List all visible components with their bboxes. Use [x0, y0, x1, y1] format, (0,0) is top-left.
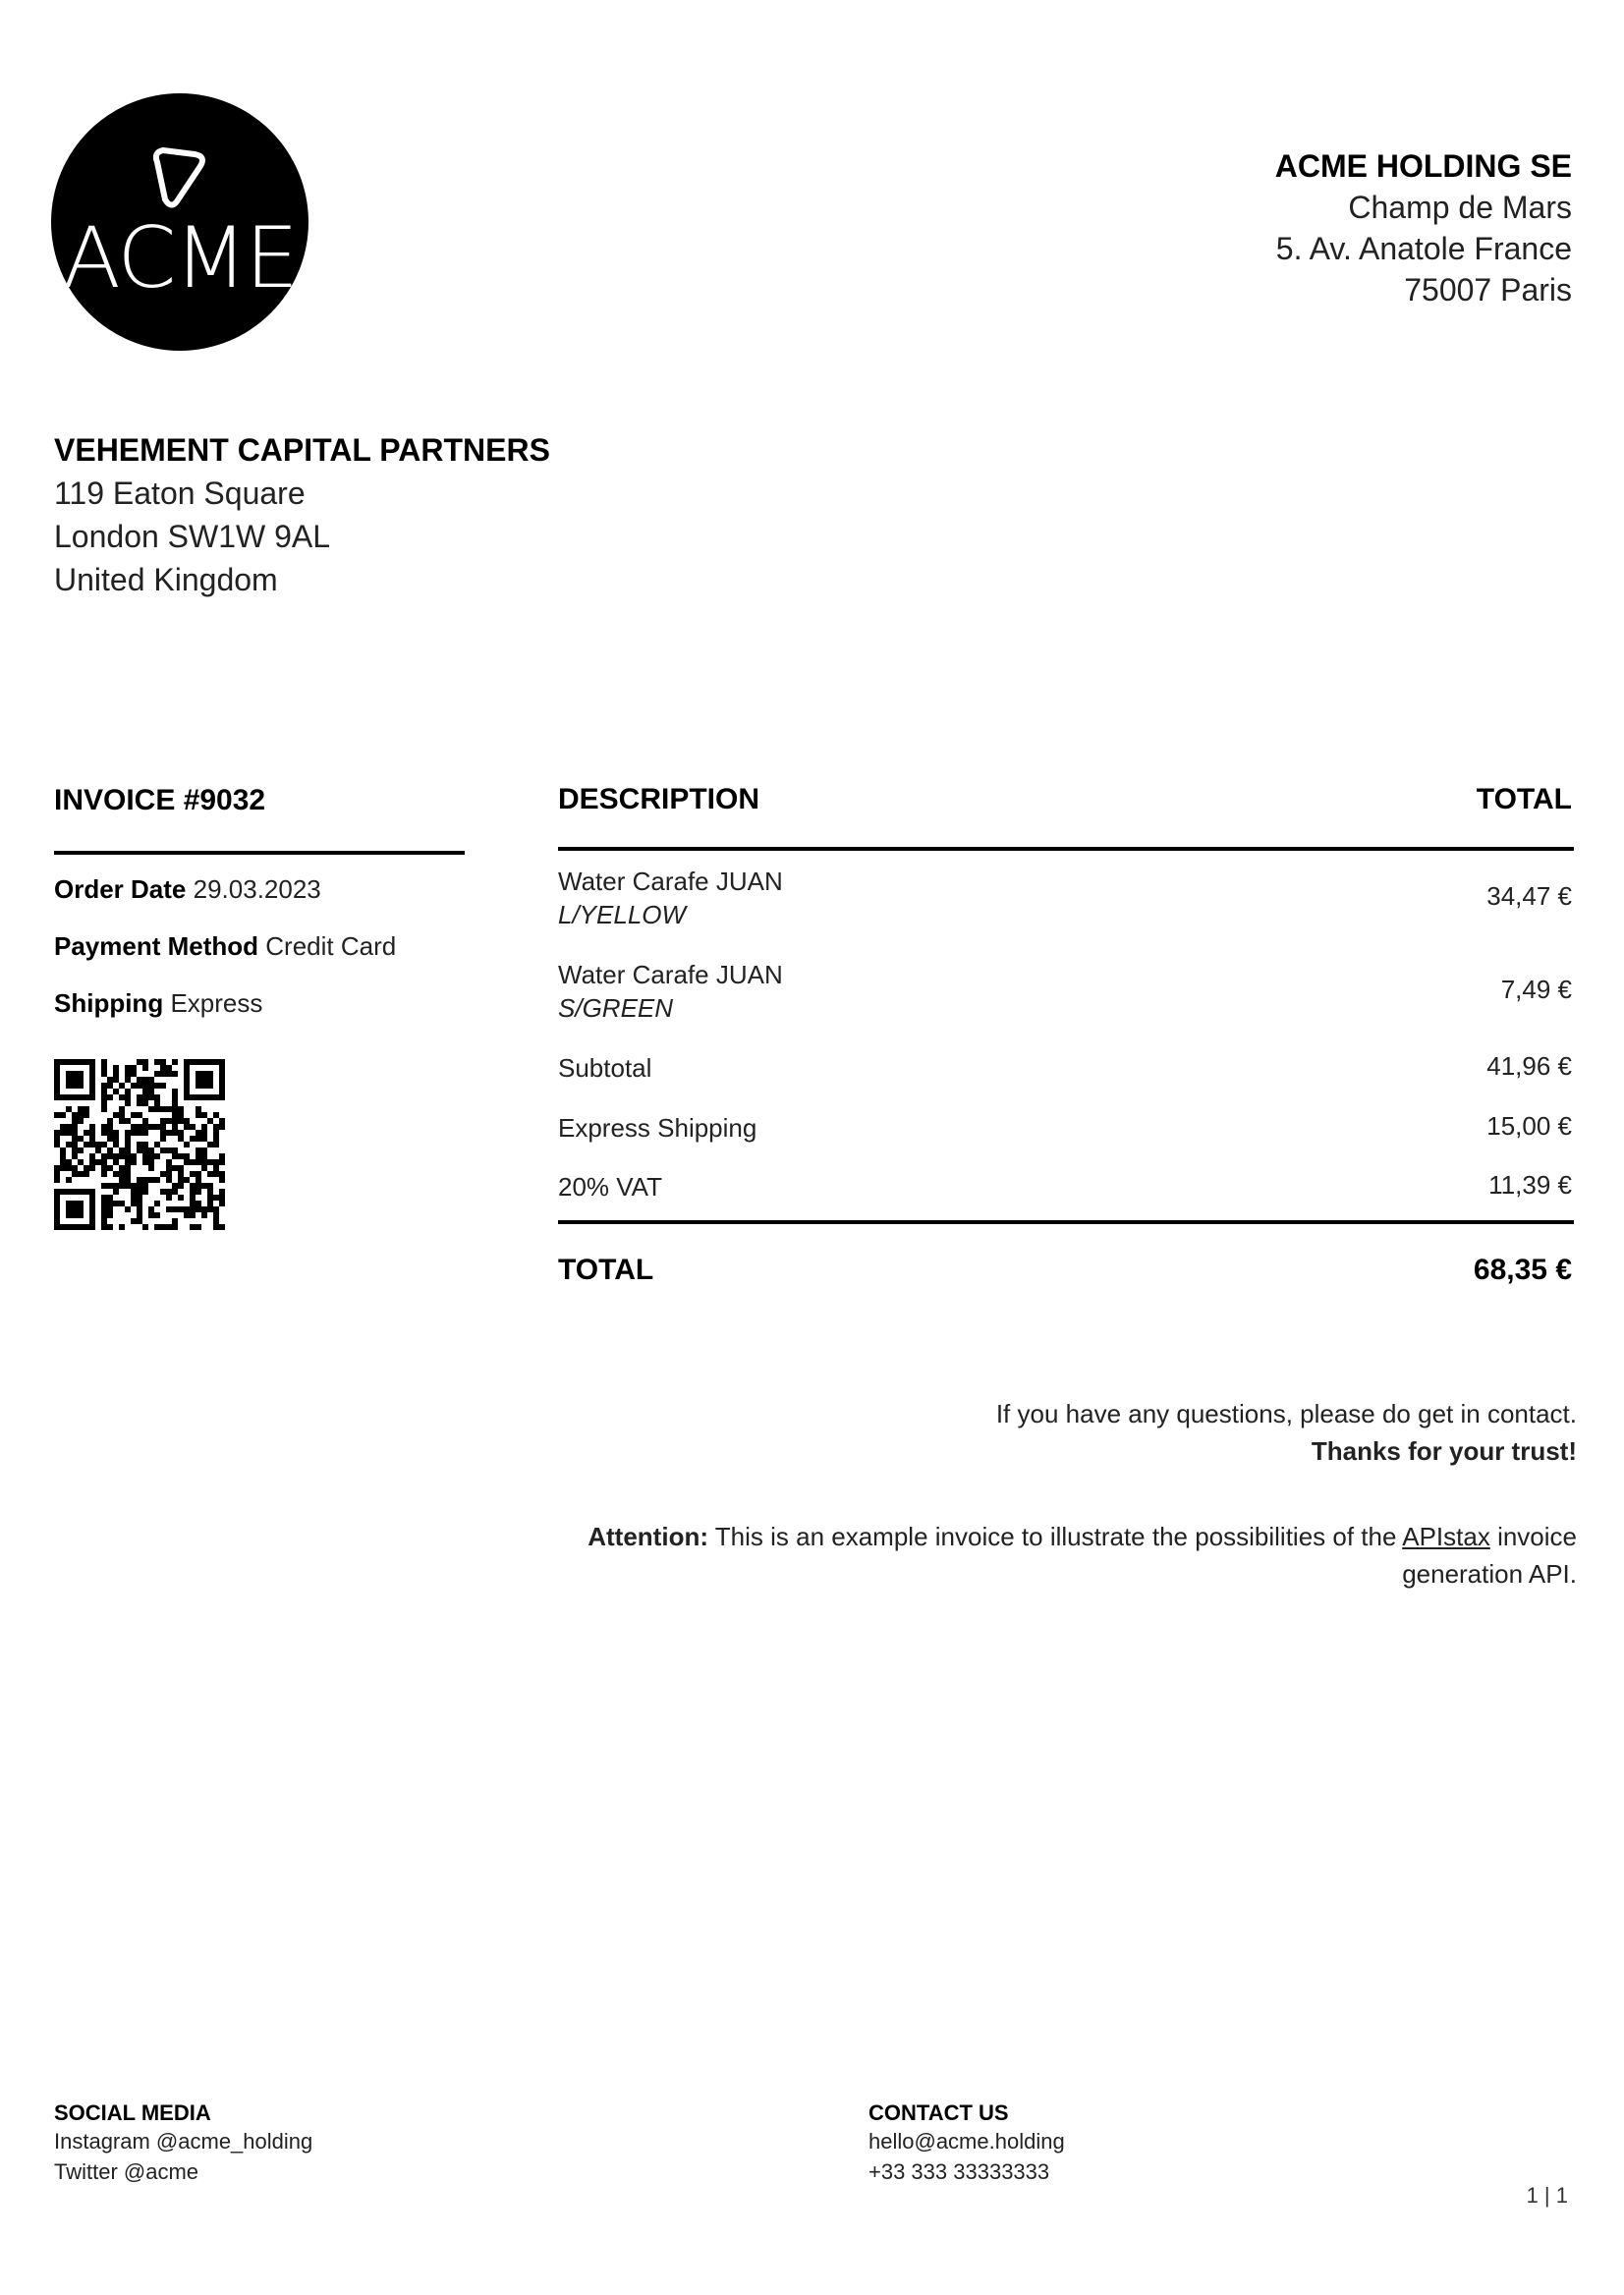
- item-amount: 7,49 €: [1500, 975, 1572, 1004]
- line-item: [558, 958, 783, 1025]
- footer-social: [54, 2100, 312, 2187]
- subtotal-label: Subtotal: [558, 1053, 652, 1083]
- apistax-link[interactable]: APIstax: [1402, 1522, 1490, 1551]
- attention-text: This is an example invoice to illustrate the possibilities of the: [714, 1522, 1397, 1551]
- social-twitter: Twitter @acme: [54, 2159, 199, 2184]
- subtotal-amount: 41,96 €: [1486, 1051, 1572, 1081]
- order-date-value: 29.03.2023: [193, 874, 321, 904]
- item-amount: 34,47 €: [1486, 881, 1572, 911]
- shipping-cost-label: Express Shipping: [558, 1113, 757, 1143]
- contact-email: hello@acme.holding: [868, 2129, 1065, 2154]
- grand-total-value: 68,35 €: [1473, 1254, 1572, 1286]
- item-variant: S/GREEN: [558, 993, 674, 1023]
- sender-address: [1275, 145, 1572, 310]
- line-item: [558, 865, 783, 931]
- vat-amount: 11,39 €: [1488, 1170, 1572, 1200]
- order-date-label: Order Date: [54, 874, 187, 904]
- page-number: 1 | 1: [1526, 2183, 1568, 2208]
- vat-label: 20% VAT: [558, 1172, 662, 1202]
- shipping: [54, 988, 262, 1019]
- divider: [558, 1220, 1574, 1224]
- shipping-label: Shipping: [54, 988, 164, 1018]
- order-date: [54, 874, 321, 905]
- contact-phone: +33 333 33333333: [868, 2159, 1050, 2184]
- item-variant: L/YELLOW: [558, 900, 687, 929]
- payment-method: [54, 931, 396, 962]
- company-logo: [51, 93, 308, 351]
- shipping-value: Express: [170, 988, 263, 1018]
- attention-label: Attention:: [588, 1522, 708, 1551]
- social-instagram: Instagram @acme_holding: [54, 2129, 313, 2154]
- recipient-line: London SW1W 9AL: [54, 519, 331, 554]
- qr-code-icon: [54, 1059, 225, 1230]
- payment-method-value: Credit Card: [265, 931, 397, 961]
- closing-notes: [545, 1395, 1577, 1470]
- attention-text-end: invoice generation API.: [1402, 1522, 1577, 1589]
- thanks-note: Thanks for your trust!: [1311, 1436, 1577, 1466]
- shipping-cost-amount: 15,00 €: [1486, 1111, 1572, 1141]
- recipient-line: United Kingdom: [54, 562, 278, 597]
- recipient-address: [54, 428, 550, 601]
- column-header-description: DESCRIPTION: [558, 783, 760, 815]
- social-title: SOCIAL MEDIA: [54, 2100, 211, 2125]
- attention-note: [545, 1518, 1577, 1593]
- grand-total-label: TOTAL: [558, 1254, 654, 1286]
- sender-line: 5. Av. Anatole France: [1275, 231, 1572, 266]
- item-name: Water Carafe JUAN: [558, 867, 783, 896]
- recipient-name: VEHEMENT CAPITAL PARTNERS: [54, 432, 550, 468]
- item-name: Water Carafe JUAN: [558, 960, 783, 989]
- sender-line: Champ de Mars: [1348, 190, 1572, 225]
- sender-line: 75007 Paris: [1404, 272, 1572, 308]
- invoice-title: INVOICE #9032: [54, 784, 266, 816]
- question-note: If you have any questions, please do get in contact.: [995, 1399, 1577, 1428]
- sender-name: ACME HOLDING SE: [1274, 148, 1572, 184]
- divider: [54, 851, 465, 855]
- column-header-total: TOTAL: [1476, 783, 1572, 815]
- contact-title: CONTACT US: [868, 2100, 1009, 2125]
- divider: [558, 847, 1574, 851]
- footer-contact: [868, 2100, 1065, 2187]
- logo-text: ACME: [63, 209, 297, 308]
- recipient-line: 119 Eaton Square: [54, 476, 306, 511]
- payment-method-label: Payment Method: [54, 931, 259, 961]
